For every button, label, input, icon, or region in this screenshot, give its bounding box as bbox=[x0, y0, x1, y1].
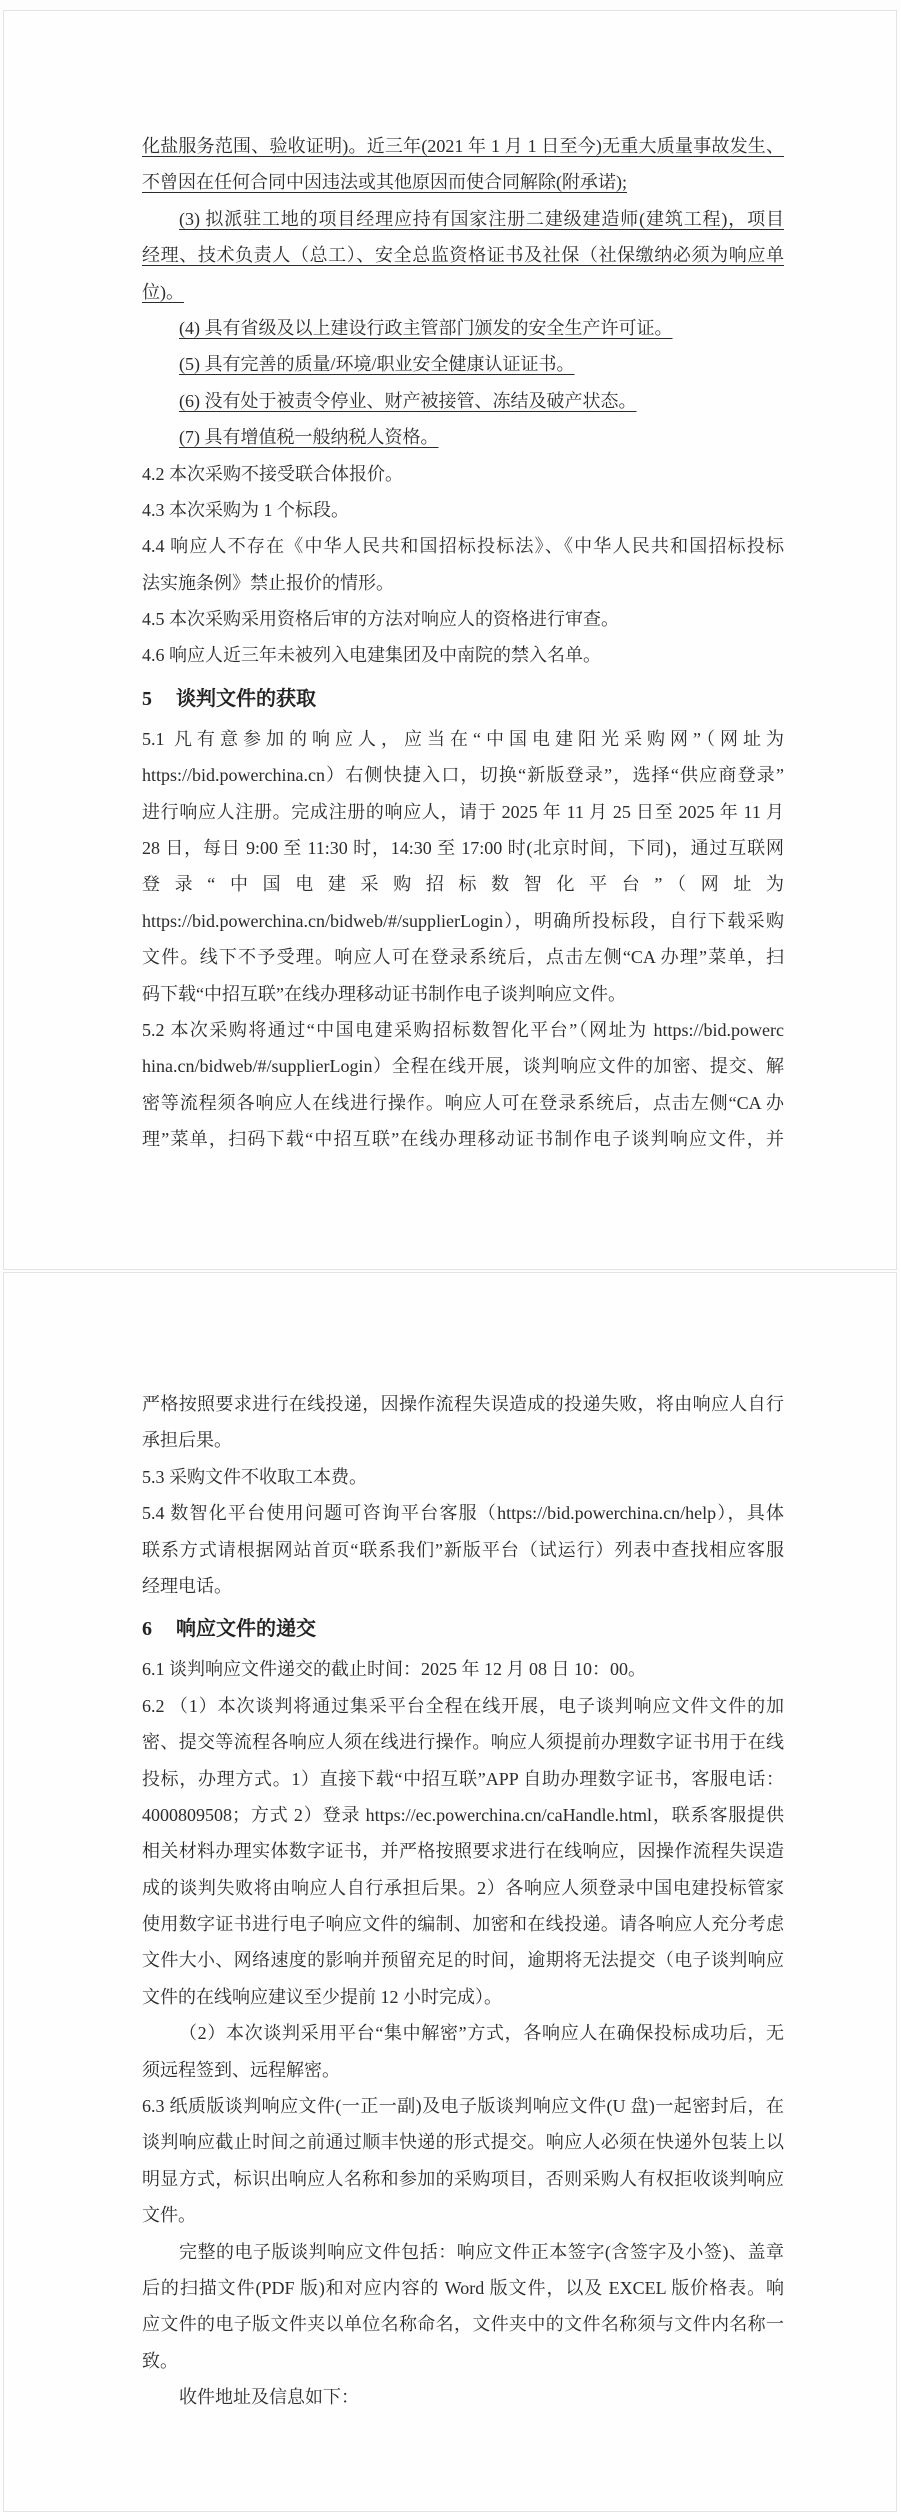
text-line-content: 收件地址及信息如下： bbox=[179, 2387, 359, 2408]
text-line-content: 5.2 本次采购将通过“中国电建采购招标数智化平台”（网址为 https://bid.powerc bbox=[142, 1019, 784, 1040]
text-line-content: 登录“中国电建采购招标数智化平台”（网址为 bbox=[142, 874, 784, 895]
text-line-content: 4.3 本次采购为 1 个标段。 bbox=[142, 499, 349, 520]
text-line bbox=[142, 1942, 784, 1978]
paragraph bbox=[142, 2015, 784, 2088]
text-line-content: 成的谈判失败将由响应人自行承担后果。2）各响应人须登录中国电建投标管家 bbox=[142, 1877, 784, 1898]
text-line bbox=[142, 528, 784, 564]
text-line-content: 进行响应人注册。完成注册的响应人，请于 2025 年 11 月 25 日至 2025 年 11 月 bbox=[142, 801, 784, 822]
text-line bbox=[142, 274, 784, 310]
paragraph bbox=[142, 1459, 784, 1495]
text-line-content: 文件的在线响应建议至少提前 12 小时完成）。 bbox=[142, 1986, 502, 2007]
section-heading bbox=[142, 1609, 784, 1650]
text-line bbox=[142, 128, 784, 164]
text-line bbox=[142, 2270, 784, 2306]
paragraph bbox=[142, 721, 784, 1012]
text-line bbox=[142, 2052, 784, 2088]
text-line-content: 承担后果。 bbox=[142, 1430, 232, 1451]
text-line bbox=[142, 1833, 784, 1869]
text-line bbox=[142, 383, 784, 419]
text-line-content: （2）本次谈判采用平台“集中解密”方式，各响应人在确保投标成功后，无 bbox=[179, 2023, 784, 2044]
text-line bbox=[142, 201, 784, 237]
text-line bbox=[142, 1906, 784, 1942]
text-line bbox=[142, 1761, 784, 1797]
text-line bbox=[142, 1459, 784, 1495]
text-line-content: 投标，办理方式。1）直接下载“中招互联”APP 自助办理数字证书，客服电话： bbox=[142, 1768, 784, 1789]
paragraph bbox=[142, 383, 784, 419]
text-line bbox=[142, 2306, 784, 2342]
text-line-content: 须远程签到、远程解密。 bbox=[142, 2059, 340, 2080]
text-line-content: 4.6 响应人近三年未被列入电建集团及中南院的禁入名单。 bbox=[142, 645, 601, 666]
text-line-content: 4.2 本次采购不接受联合体报价。 bbox=[142, 463, 403, 484]
text-line bbox=[142, 903, 784, 939]
paragraph bbox=[142, 2088, 784, 2234]
text-line bbox=[142, 492, 784, 528]
text-line bbox=[142, 2379, 784, 2415]
text-line bbox=[142, 794, 784, 830]
text-line-content: 28 日，每日 9:00 至 11:30 时，14:30 至 17:00 时(北京时间，下同)，通过互联网 bbox=[142, 838, 784, 859]
text-line bbox=[142, 2015, 784, 2051]
text-line bbox=[142, 2197, 784, 2233]
text-line-content: 化盐服务范围、验收证明)。近三年(2021 年 1 月 1 日至今)无重大质量事故发生、 bbox=[142, 136, 784, 156]
text-line bbox=[142, 2343, 784, 2379]
paragraph bbox=[142, 637, 784, 673]
text-line bbox=[142, 2124, 784, 2160]
text-line-content: 后的扫描文件(PDF 版)和对应内容的 Word 版文件，以及 EXCEL 版价格表。响 bbox=[142, 2277, 784, 2298]
text-line bbox=[142, 164, 784, 200]
text-line-content: (5) 具有完善的质量/环境/职业安全健康认证证书。 bbox=[179, 354, 575, 375]
text-line-content: 应文件的电子版文件夹以单位名称命名，文件夹中的文件名称须与文件内名称一 bbox=[142, 2314, 784, 2335]
text-line bbox=[142, 1048, 784, 1084]
text-line bbox=[142, 866, 784, 902]
text-line bbox=[142, 1121, 784, 1157]
text-line bbox=[142, 237, 784, 273]
text-line bbox=[142, 419, 784, 455]
paragraph bbox=[142, 1012, 784, 1158]
paragraph bbox=[142, 128, 784, 201]
text-line bbox=[142, 1724, 784, 1760]
paragraph bbox=[142, 2234, 784, 2380]
text-line bbox=[142, 1532, 784, 1568]
text-line-content: 5.3 采购文件不收取工本费。 bbox=[142, 1466, 367, 1487]
text-line-content: 完整的电子版谈判响应文件包括：响应文件正本签字(含签字及小签)、盖章 bbox=[179, 2241, 784, 2262]
text-line-content: https://bid.powerchina.cn/bidweb/#/supplierLogin），明确所投标段，自行下载采购 bbox=[142, 910, 784, 931]
text-line-content: 4.5 本次采购采用资格后审的方法对响应人的资格进行审查。 bbox=[142, 609, 619, 630]
text-line-content: https://bid.powerchina.cn）右侧快捷入口，切换“新版登录”，选择“供应商登录” bbox=[142, 765, 784, 786]
text-line-content: 文件。线下不予受理。响应人可在登录系统后，点击左侧“CA 办理”菜单，扫 bbox=[142, 947, 784, 968]
text-line bbox=[142, 2234, 784, 2270]
paragraph bbox=[142, 1688, 784, 2016]
text-line-content: 明显方式，标识出响应人名称和参加的采购项目，否则采购人有权拒收谈判响应 bbox=[142, 2168, 784, 2189]
text-line bbox=[142, 757, 784, 793]
text-line bbox=[142, 1012, 784, 1048]
section-heading bbox=[142, 679, 784, 720]
text-line-content: 密等流程须各响应人在线进行操作。响应人可在登录系统后，点击左侧“CA 办 bbox=[142, 1092, 784, 1113]
paragraph bbox=[142, 1495, 784, 1604]
text-line-content: 理”菜单，扫码下载“中招互联”在线办理移动证书制作电子谈判响应文件，并 bbox=[142, 1129, 784, 1150]
paragraph bbox=[142, 1386, 784, 1459]
text-line-content: 文件大小、网络速度的影响并预留充足的时间，逾期将无法提交（电子谈判响应 bbox=[142, 1950, 784, 1971]
text-line bbox=[142, 1797, 784, 1833]
document-page-1 bbox=[3, 10, 897, 1270]
text-line bbox=[142, 2088, 784, 2124]
text-line-content: 致。 bbox=[142, 2350, 178, 2371]
text-line-content: 不曾因在任何合同中因违法或其他原因而使合同解除(附承诺); bbox=[142, 172, 627, 193]
page-content bbox=[142, 1386, 784, 2416]
paragraph bbox=[142, 346, 784, 382]
paragraph bbox=[142, 2379, 784, 2415]
text-line bbox=[142, 1568, 784, 1604]
text-line-content: 严格按照要求进行在线投递，因操作流程失误造成的投递失败，将由响应人自行 bbox=[142, 1394, 784, 1414]
text-line bbox=[142, 1495, 784, 1531]
text-line bbox=[142, 721, 784, 757]
text-line-content: 码下载“中招互联”在线办理移动证书制作电子谈判响应文件。 bbox=[142, 983, 626, 1004]
text-line-content: hina.cn/bidweb/#/supplierLogin）全程在线开展，谈判响应文件的加密、提交、解 bbox=[142, 1056, 784, 1077]
section-title: 响应文件的递交 bbox=[176, 1618, 316, 1641]
text-line-content: 5.4 数智化平台使用问题可咨询平台客服（https://bid.powerchina.cn/help），具体 bbox=[142, 1503, 784, 1524]
text-line bbox=[142, 939, 784, 975]
text-line bbox=[142, 310, 784, 346]
text-line bbox=[142, 1979, 784, 2015]
text-line-content: 位)。 bbox=[142, 281, 184, 302]
section-number: 5 bbox=[142, 687, 152, 710]
text-line bbox=[142, 1870, 784, 1906]
section-number: 6 bbox=[142, 1618, 152, 1641]
text-line-content: 6.2 （1）本次谈判将通过集采平台全程在线开展，电子谈判响应文件文件的加 bbox=[142, 1695, 784, 1716]
paragraph bbox=[142, 601, 784, 637]
text-line-content: 5.1 凡有意参加的响应人，应当在“中国电建阳光采购网”（网址为 bbox=[142, 728, 784, 749]
text-line-content: 6.1 谈判响应文件递交的截止时间：2025 年 12 月 08 日 10：00。 bbox=[142, 1659, 646, 1680]
text-line-content: (4) 具有省级及以上建设行政主管部门颁发的安全生产许可证。 bbox=[179, 317, 673, 338]
text-line-content: 经理电话。 bbox=[142, 1575, 232, 1596]
text-line bbox=[142, 2161, 784, 2197]
text-line-content: 4.4 响应人不存在《中华人民共和国招标投标法》、《中华人民共和国招标投标 bbox=[142, 536, 784, 557]
document-page-2 bbox=[3, 1272, 897, 2512]
text-line bbox=[142, 1422, 784, 1458]
section-title: 谈判文件的获取 bbox=[176, 687, 316, 710]
text-line-content: 6.3 纸质版谈判响应文件(一正一副)及电子版谈判响应文件(U 盘)一起密封后，在 bbox=[142, 2096, 784, 2117]
text-line bbox=[142, 601, 784, 637]
text-line-content: 联系方式请根据网站首页“联系我们”新版平台（试运行）列表中查找相应客服 bbox=[142, 1539, 784, 1560]
text-line-content: 使用数字证书进行电子响应文件的编制、加密和在线投递。请各响应人充分考虑 bbox=[142, 1914, 784, 1935]
text-line-content: 文件。 bbox=[142, 2205, 196, 2226]
text-line bbox=[142, 830, 784, 866]
paragraph bbox=[142, 201, 784, 310]
text-line bbox=[142, 976, 784, 1012]
paragraph bbox=[142, 492, 784, 528]
text-line-content: 法实施条例》禁止报价的情形。 bbox=[142, 572, 394, 593]
text-line bbox=[142, 1688, 784, 1724]
text-line bbox=[142, 456, 784, 492]
text-line-content: (7) 具有增值税一般纳税人资格。 bbox=[179, 427, 439, 448]
paragraph bbox=[142, 456, 784, 492]
text-line bbox=[142, 1651, 784, 1687]
text-line-content: 密、提交等流程各响应人须在线进行操作。响应人须提前办理数字证书用于在线 bbox=[142, 1732, 784, 1753]
text-line-content: 经理、技术负责人（总工）、安全总监资格证书及社保（社保缴纳必须为响应单 bbox=[142, 245, 784, 266]
text-line-content: 4000809508；方式 2）登录 https://ec.powerchina.cn/caHandle.html，联系客服提供 bbox=[142, 1804, 784, 1825]
paragraph bbox=[142, 1651, 784, 1687]
text-line bbox=[142, 346, 784, 382]
text-line bbox=[142, 565, 784, 601]
text-line-content: (6) 没有处于被责令停业、财产被接管、冻结及破产状态。 bbox=[179, 390, 637, 411]
text-line-content: (3) 拟派驻工地的项目经理应持有国家注册二建级建造师(建筑工程)，项目 bbox=[179, 208, 784, 229]
text-line bbox=[142, 1386, 784, 1422]
text-line-content: 谈判响应截止时间之前通过顺丰快递的形式提交。响应人必须在快递外包装上以 bbox=[142, 2132, 784, 2153]
paragraph bbox=[142, 310, 784, 346]
text-line bbox=[142, 637, 784, 673]
paragraph bbox=[142, 528, 784, 601]
text-line bbox=[142, 1085, 784, 1121]
text-line-content: 相关材料办理实体数字证书，并严格按照要求进行在线响应，因操作流程失误造 bbox=[142, 1841, 784, 1862]
page-content bbox=[142, 128, 784, 1158]
paragraph bbox=[142, 419, 784, 455]
